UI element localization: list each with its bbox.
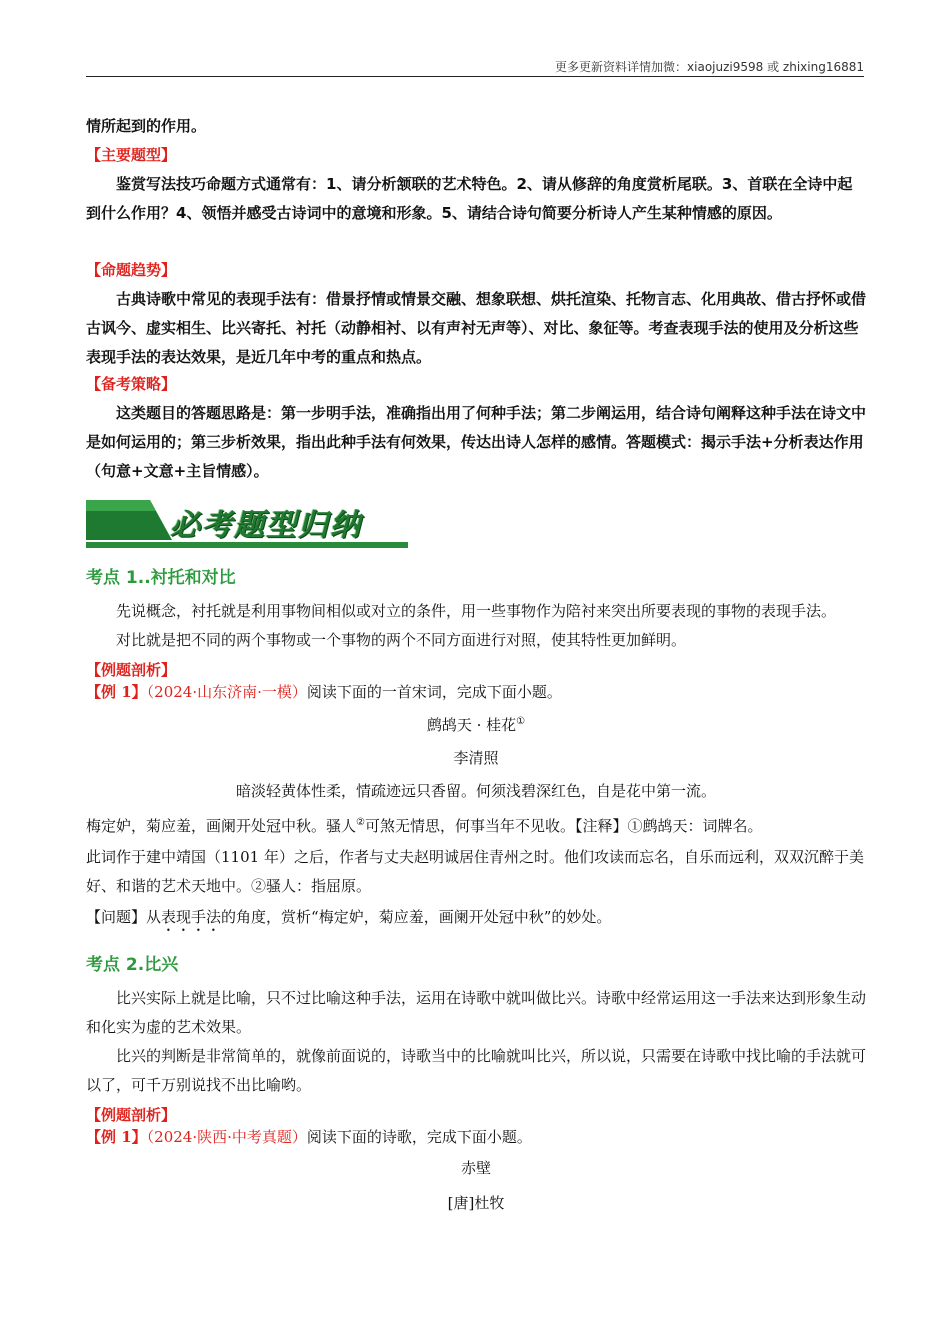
point1-poem-line2-note: ② bbox=[356, 817, 365, 828]
point2-example-line bbox=[86, 1126, 866, 1148]
page-header: 更多更新资料详情加微：xiaojuzi9598 或 zhixing16881 bbox=[555, 60, 864, 74]
point2-example-label: 【例题剖析】 bbox=[86, 1106, 177, 1124]
point1-example-label: 【例题剖析】 bbox=[86, 661, 177, 679]
point1-poem-author: 李清照 bbox=[453, 749, 499, 767]
strategy-section bbox=[86, 370, 866, 486]
point2-example-tag: 【例 1】 bbox=[86, 1128, 147, 1146]
point1-poem-line2 bbox=[86, 808, 866, 841]
main-types-section bbox=[86, 141, 866, 228]
intro-block bbox=[86, 112, 866, 141]
main-types-text: 鉴赏写法技巧命题方式通常有：1、请分析颔联的艺术特色。2、请从修辞的角度赏析尾联。3、首联在全诗中起到什么作用？4、领悟并感受古诗词中的意境和形象。5、请结合诗句简要分析诗人产生某种情感的原因。 bbox=[86, 175, 853, 222]
point1-poem-title-note: ① bbox=[516, 716, 526, 727]
point2-poem-title: 赤壁 bbox=[460, 1159, 491, 1177]
point2-example-text: 阅读下面的诗歌，完成下面小题。 bbox=[306, 1128, 532, 1146]
point2-section bbox=[86, 950, 866, 1218]
point1-example-source: （2024·山东济南·一模） bbox=[146, 683, 307, 701]
point1-question-emph: 表现手法 bbox=[161, 908, 222, 926]
banner-title: 必考题型归纳 bbox=[170, 508, 362, 543]
point1-para1: 先说概念，衬托就是利用事物间相似或对立的条件，用一些事物作为陪衬来突出所要表现的事物的表现手法。 bbox=[116, 602, 837, 620]
point1-example-tag: 【例 1】 bbox=[86, 683, 147, 701]
trend-label: 【命题趋势】 bbox=[86, 261, 177, 279]
point1-poem-line2a: 梅定妒，菊应羞，画阑开处冠中秋。骚人 bbox=[86, 817, 357, 835]
main-types-label: 【主要题型】 bbox=[86, 146, 177, 164]
point1-poem-title: 鹧鸪天 · 桂花 bbox=[426, 716, 517, 734]
point2-para1: 比兴实际上就是比喻，只不过比喻这种手法，运用在诗歌中就叫做比兴。诗歌中经常运用这一手法来达到形象生动和化实为虚的艺术效果。 bbox=[86, 989, 867, 1036]
header-divider bbox=[86, 76, 864, 77]
point1-question-label: 【问题】 bbox=[86, 908, 147, 926]
point1-poem-line1: 暗淡轻黄体性柔，情疏迹远只香留。何须浅碧深红色，自是花中第一流。 bbox=[235, 782, 716, 800]
strategy-text: 这类题目的答题思路是：第一步明手法，准确指出用了何种手法；第二步阐运用，结合诗句阐释这种手法在诗文中是如何运用的；第三步析效果，指出此种手法有何效果，传达出诗人怎样的感情。答题模式：揭示手法+分析表达作用（句意+文意+主旨情感）。 bbox=[86, 404, 867, 480]
point2-para2: 比兴的判断是非常简单的，就像前面说的，诗歌当中的比喻就叫比兴，所以说，只需要在诗歌中找比喻的手法就可以了，可千万别说找不出比喻哟。 bbox=[86, 1047, 867, 1094]
point1-para2: 对比就是把不同的两个事物或一个事物的两个不同方面进行对照，使其特性更加鲜明。 bbox=[116, 631, 687, 649]
point1-example-text: 阅读下面的一首宋词，完成下面小题。 bbox=[306, 683, 562, 701]
point1-heading: 考点 1..衬托和对比 bbox=[86, 568, 236, 588]
point2-poem-author: [唐]杜牧 bbox=[447, 1194, 505, 1212]
section-banner bbox=[86, 496, 410, 548]
point1-question-pre: 从 bbox=[146, 908, 162, 926]
strategy-label: 【备考策略】 bbox=[86, 375, 177, 393]
point1-question-post: 的角度，赏析“梅定妒，菊应羞，画阑开处冠中秋”的妙处。 bbox=[221, 908, 612, 926]
point1-poem-title-line bbox=[86, 707, 866, 740]
point1-question bbox=[86, 903, 866, 935]
intro-continuation: 情所起到的作用。 bbox=[86, 117, 207, 135]
point1-section bbox=[86, 563, 866, 935]
point1-example-line bbox=[86, 681, 866, 703]
point2-example-source: （2024·陕西·中考真题） bbox=[146, 1128, 307, 1146]
point2-heading: 考点 2.比兴 bbox=[86, 955, 179, 975]
trend-text: 古典诗歌中常见的表现手法有：借景抒情或情景交融、想象联想、烘托渲染、托物言志、化用典故、借古抒怀或借古讽今、虚实相生、比兴寄托、衬托（动静相衬、以有声衬无声等）、对比、象征等。考查表现手法的使用及分析这些表现手法的表达效果，是近几年中考的重点和热点。 bbox=[86, 290, 867, 366]
point1-note-text1: ①鹧鸪天：词牌名。 bbox=[627, 817, 763, 835]
point1-poem-line2b: 可煞无情思，何事当年不见收。 bbox=[364, 817, 575, 835]
trend-section bbox=[86, 256, 866, 372]
point1-note-label: 【注释】 bbox=[575, 817, 628, 835]
point1-note-text2: 此词作于建中靖国（1101 年）之后，作者与丈夫赵明诚居住青州之时。他们攻读而忘名，自乐而远利，双双沉醉于美好、和谐的艺术天地中。②骚人：指屈原。 bbox=[86, 848, 864, 895]
